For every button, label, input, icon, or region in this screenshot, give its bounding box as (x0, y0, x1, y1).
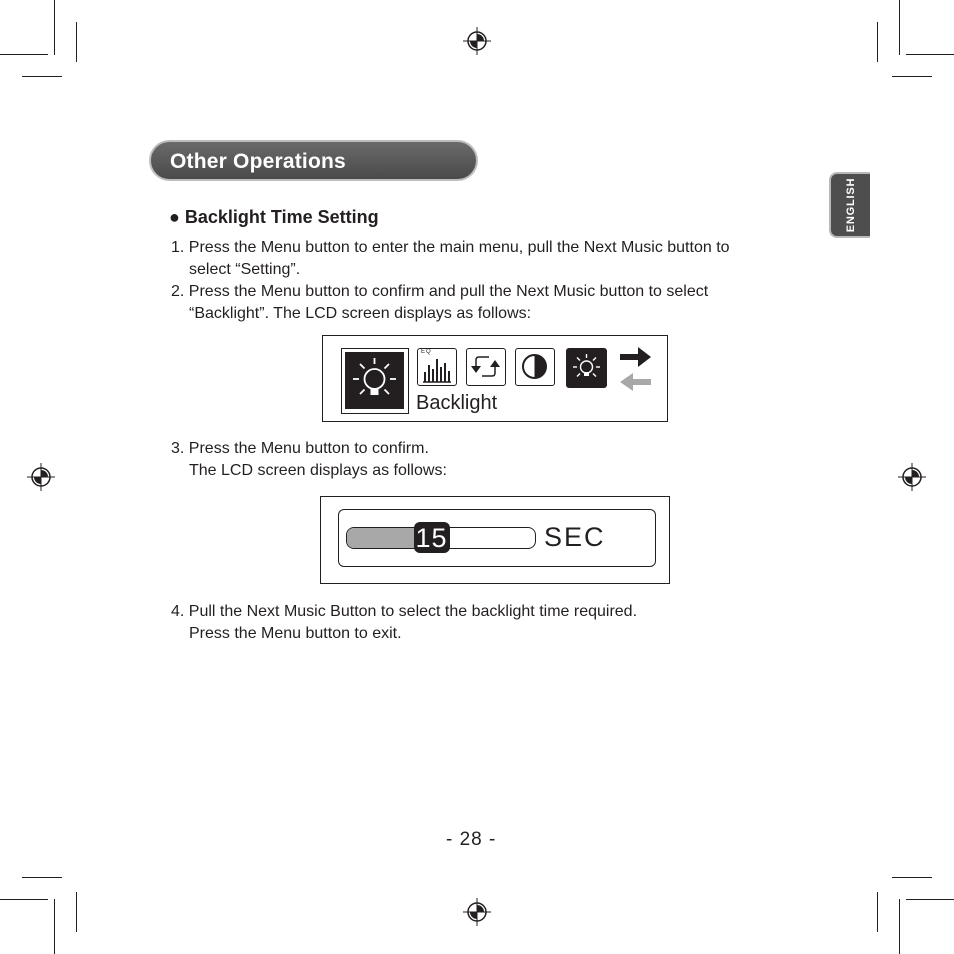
step-line: 3. Press the Menu button to confirm. (171, 440, 429, 457)
lcd-menu-label: Backlight (416, 392, 498, 414)
crop-mark (76, 892, 77, 932)
contrast-icon (515, 348, 555, 386)
step-line: 4. Pull the Next Music Button to select the backlight time required. (171, 603, 638, 620)
step-line: select “Setting”. (189, 261, 301, 278)
crop-mark (76, 22, 77, 62)
language-tab-label: ENGLISH (844, 177, 857, 233)
bullet: ● (169, 207, 180, 227)
language-tab (829, 172, 870, 238)
step-line: “Backlight”. The LCD screen displays as follows: (189, 305, 532, 322)
backlight-small-icon (566, 348, 607, 388)
crop-mark (54, 0, 55, 55)
crop-mark (22, 877, 62, 878)
equalizer-icon (417, 348, 457, 386)
crop-mark (54, 899, 55, 954)
step-4 (171, 601, 637, 645)
section-title: Other Operations (170, 150, 346, 173)
crop-mark (899, 0, 900, 55)
crop-mark (0, 899, 48, 900)
crop-mark (0, 54, 48, 55)
lcd-timer-screen (320, 496, 670, 584)
lcd-menu-screen (322, 335, 668, 422)
subsection-heading (169, 207, 379, 228)
step-line: 2. Press the Menu button to confirm and pull the Next Music button to select (171, 283, 709, 300)
step-line: Press the Menu button to exit. (189, 625, 402, 642)
backlight-icon (345, 352, 404, 409)
contrast-circle-icon (521, 353, 548, 380)
step-1 (171, 237, 730, 281)
heading-title: Backlight Time Setting (184, 207, 379, 227)
sun-small-icon (570, 352, 603, 384)
registration-mark-icon (898, 463, 926, 491)
repeat-arrows-icon (469, 351, 502, 382)
crop-mark (22, 76, 62, 77)
crop-mark (892, 877, 932, 878)
timer-value-badge (414, 522, 450, 553)
crop-mark (906, 54, 954, 55)
section-title-banner (149, 140, 478, 181)
timer-value: 15 (415, 523, 448, 553)
crop-mark (906, 899, 954, 900)
crop-mark (899, 899, 900, 954)
timer-unit: SEC (544, 522, 606, 552)
back-arrow-icon (620, 373, 652, 391)
repeat-icon (466, 348, 506, 386)
registration-mark-icon (463, 898, 491, 926)
crop-mark (892, 76, 932, 77)
page-number: - 28 - (446, 829, 497, 850)
eq-label: EQ (421, 349, 432, 355)
step-2 (171, 281, 708, 325)
next-arrow-icon (620, 347, 652, 367)
equalizer-bars-icon (421, 356, 453, 383)
crop-mark (877, 892, 878, 932)
registration-mark-icon (463, 27, 491, 55)
step-line: 1. Press the Menu button to enter the main menu, pull the Next Music button to (171, 239, 730, 256)
selected-icon-frame (341, 348, 409, 414)
crop-mark (877, 22, 878, 62)
step-3 (171, 438, 447, 482)
step-line: The LCD screen displays as follows: (189, 462, 447, 479)
registration-mark-icon (27, 463, 55, 491)
lcd-timer-inner-frame (338, 509, 656, 567)
